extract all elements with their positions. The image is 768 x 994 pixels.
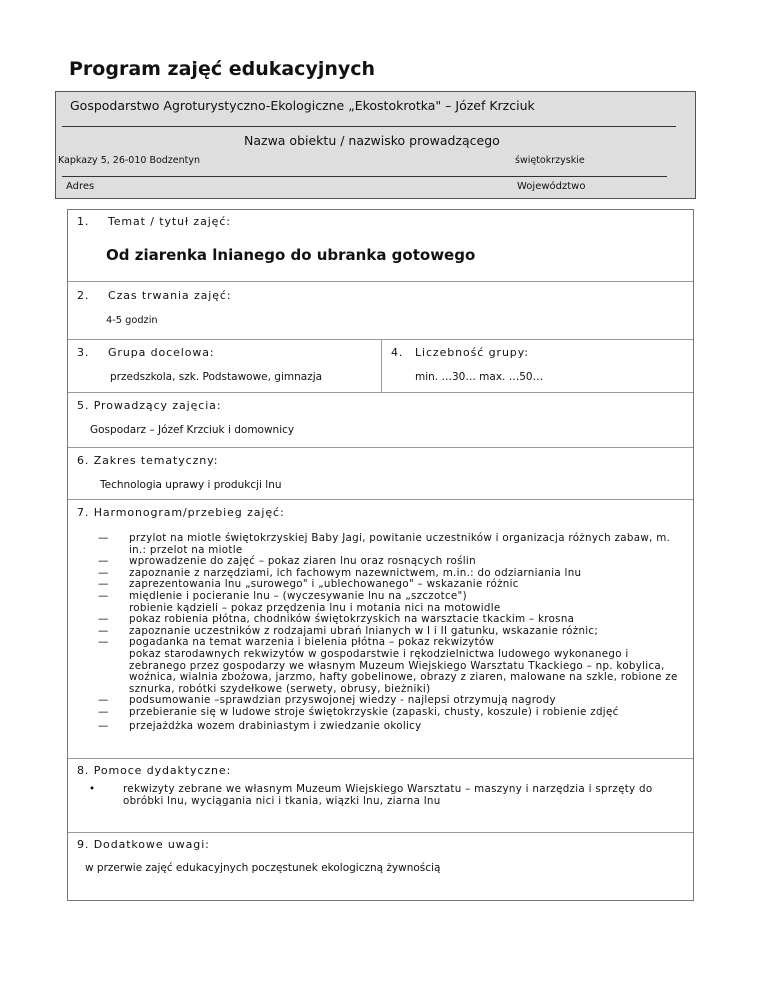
notes-value: w przerwie zajęć edukacyjnych poczęstunek ekologiczną żywnością (85, 862, 441, 874)
section-3-label: Grupa docelowa: (108, 346, 215, 359)
facility-underline (62, 126, 676, 127)
schedule-item-line: międlenie i pocieranie lnu – (wyczesywanie lnu na „szczotce") (129, 589, 467, 602)
section-1-number: 1. (77, 215, 90, 228)
region-caption: Województwo (517, 181, 586, 192)
schedule-item-line: pokaz robienia płótna, chodników świętokrzyskich na warsztacie tkackim – krosna (129, 613, 575, 626)
dash-icon: — (98, 566, 109, 579)
section-2-number: 2. (77, 289, 90, 302)
dash-icon: — (98, 613, 109, 626)
section-9-label: 9. Dodatkowe uwagi: (77, 838, 210, 851)
theme-scope-value: Technologia uprawy i produkcji lnu (100, 479, 282, 491)
dash-icon: — (98, 532, 109, 544)
dash-icon: — (98, 636, 109, 649)
teaching-aids-line: obróbki lnu, wyciągania nici i tkania, wiązki lnu, ziarna lnu (123, 795, 441, 807)
topic-value: Od ziarenka lnianego do ubranka gotowego (106, 246, 476, 264)
schedule-item-line: pokaz starodawnych rekwizytów w gospodarstwie i rękodzielnictwa ludowego wykonanego i (129, 647, 629, 660)
schedule-item-line: zaprezentowania lnu „surowego" i „ublechowanego" – wskazanie różnic (129, 578, 519, 591)
dash-icon: — (98, 589, 109, 602)
schedule-list (98, 533, 683, 732)
schedule-item-line: woźnica, wialnia zbożowa, jarzmo, hafty gobelinowe, obrazy z ziaren, malowane na szkle, robione ze (129, 671, 678, 684)
schedule-item-line: przylot na miotle świętokrzyskiej Baby Jagi, powitanie uczestników i organizacja różnych zabaw, m. (129, 532, 671, 544)
region-value: świętokrzyskie (515, 155, 585, 166)
duration-value: 4-5 godzin (106, 315, 158, 326)
group-size-value: min. …30… max. …50… (415, 371, 544, 383)
bullet-icon: • (89, 783, 96, 795)
address-caption: Adres (66, 181, 95, 192)
section-2-label: Czas trwania zajęć: (108, 289, 232, 302)
section-3-number: 3. (77, 346, 90, 359)
divider (68, 832, 693, 833)
schedule-item (98, 637, 683, 695)
section-8-label: 8. Pomoce dydaktyczne: (77, 764, 232, 777)
facility-caption: Nazwa obiektu / nazwisko prowadzącego (244, 133, 500, 148)
section-5-label: 5. Prowadzący zajęcia: (77, 399, 222, 412)
divider (68, 281, 693, 282)
section-6-label: 6. Zakres tematyczny: (77, 454, 219, 467)
schedule-item-line: podsumowanie –sprawdzian przyswojonej wiedzy - najlepsi otrzymują nagrody (129, 694, 556, 707)
divider (68, 758, 693, 759)
section-7-label: 7. Harmonogram/przebieg zajęć: (77, 506, 285, 519)
dash-icon: — (98, 624, 109, 637)
schedule-item-line: robienie kądzieli – pokaz przędzenia lnu i motania nici na motowidle (129, 601, 501, 614)
program-form (67, 209, 694, 901)
dash-icon: — (98, 555, 109, 568)
divider (68, 392, 693, 393)
schedule-item (98, 591, 683, 614)
target-group-value: przedszkola, szk. Podstawowe, gimnazja (110, 371, 323, 383)
schedule-item-line: przebieranie się w ludowe stroje świętokrzyskie (zapaski, chusty, koszule) i robienie zdjęć (129, 705, 619, 718)
dash-icon: — (98, 705, 109, 718)
teaching-aids-line: rekwizyty zebrane we własnym Muzeum Wiejskiego Warsztatu – maszyny i narzędzia i sprzęty do (123, 783, 653, 795)
address-underline (62, 176, 667, 177)
schedule-item-line: sznurka, robótki szydełkowe (serwety, obrusy, bieżniki) (129, 682, 431, 695)
dash-icon: — (98, 578, 109, 591)
schedule-item-line: pogadanka na temat warzenia i bielenia płótna – pokaz rekwizytów (129, 636, 495, 649)
schedule-item (98, 721, 683, 733)
schedule-item-line: zapoznanie z narzędziami, ich fachowym nazewnictwem, m.in.: do odziarniania lnu (129, 566, 582, 579)
schedule-item (98, 614, 683, 626)
schedule-item-line: przejażdżka wozem drabiniastym i zwiedzanie okolicy (129, 719, 422, 732)
instructor-value: Gospodarz – Józef Krzciuk i domownicy (90, 424, 295, 436)
schedule-item (98, 707, 683, 719)
section-1-label: Temat / tytuł zajęć: (108, 215, 231, 228)
schedule-item (98, 533, 683, 556)
schedule-item-line: wprowadzenie do zajęć – pokaz ziaren lnu oraz rosnących roślin (129, 555, 476, 568)
dash-icon: — (98, 694, 109, 707)
facility-name: Gospodarstwo Agroturystyczno-Ekologiczne „Ekostokrotka" – Józef Krzciuk (70, 98, 535, 113)
divider (68, 499, 693, 500)
dash-icon: — (98, 719, 109, 732)
section-4-label: Liczebność grupy: (415, 346, 529, 359)
column-divider (381, 339, 382, 392)
schedule-item-line: in.: przelot na miotle (129, 543, 243, 556)
schedule-item-line: zebranego przez gospodarzy we własnym Muzeum Wiejskiego Warsztatu Tkackiego – np. kobylica, (129, 659, 665, 672)
section-4-number: 4. (391, 346, 404, 359)
address-value: Kapkazy 5, 26-010 Bodzentyn (58, 155, 201, 166)
facility-header-box (55, 91, 696, 199)
schedule-item-line: zapoznanie uczestników z rodzajami ubrań lnianych w I i II gatunku, wskazanie różnic; (129, 624, 599, 637)
page-title: Program zajęć edukacyjnych (69, 58, 376, 80)
divider (68, 447, 693, 448)
